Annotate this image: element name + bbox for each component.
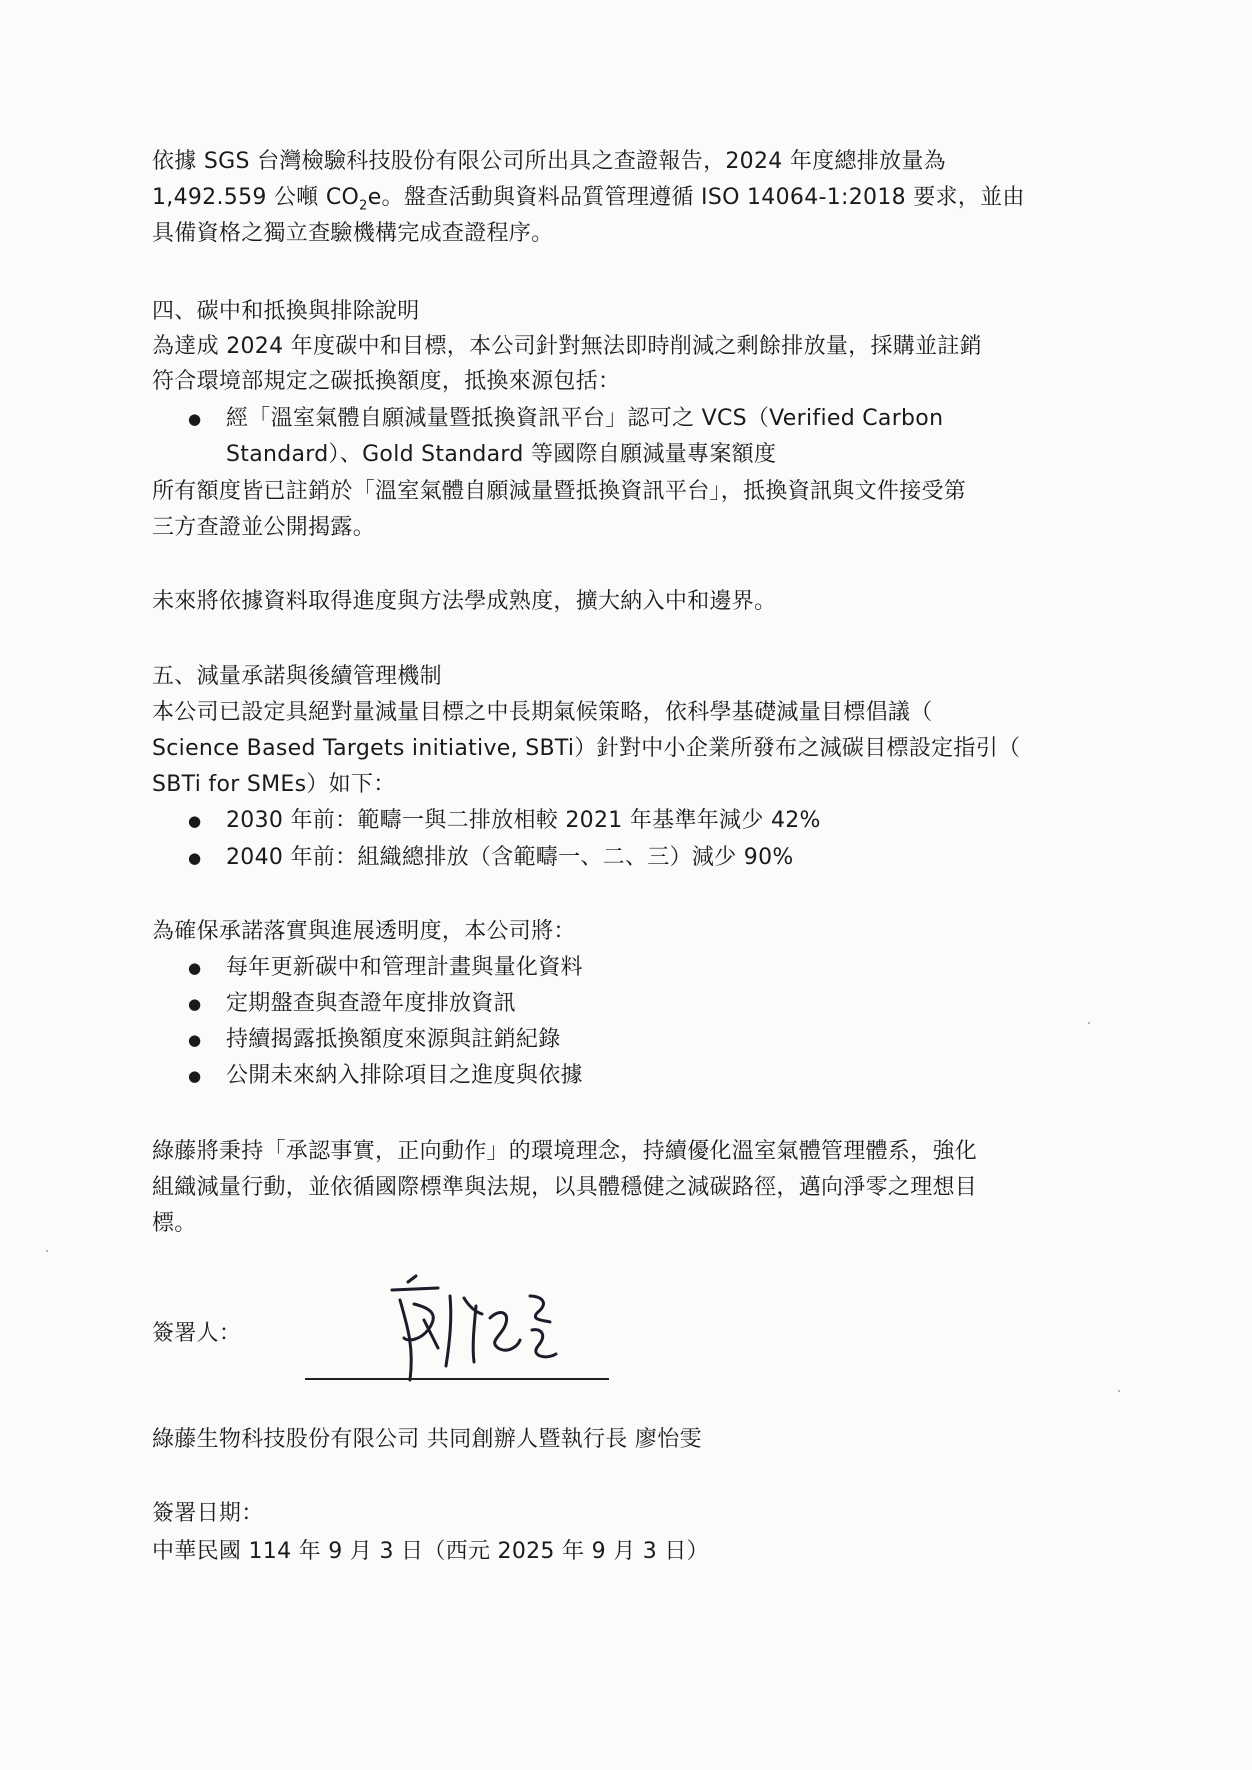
- signatory-name: 綠藤生物科技股份有限公司 共同創辦人暨執行長 廖怡雯: [152, 1427, 702, 1452]
- section4-heading: 四、碳中和抵換與排除說明: [152, 299, 420, 324]
- handwritten-signature: [380, 1268, 560, 1388]
- closing-line-1: 綠藤將秉持「承認事實，正向動作」的環境理念，持續優化溫室氣體管理體系，強化: [152, 1139, 978, 1164]
- section5-heading: 五、減量承諾與後續管理機制: [152, 664, 442, 689]
- section4-p1-line-2: 符合環境部規定之碳抵換額度，抵換來源包括：: [152, 369, 621, 394]
- intro-line-3: 具備資格之獨立查驗機構完成查證程序。: [152, 221, 554, 246]
- date-value: 中華民國 114 年 9 月 3 日（西元 2025 年 9 月 3 日）: [152, 1539, 709, 1564]
- scan-speck: [1088, 1022, 1090, 1024]
- action-2: 定期盤查與查證年度排放資訊: [226, 991, 516, 1016]
- intro-line-1: 依據 SGS 台灣檢驗科技股份有限公司所出具之查證報告，2024 年度總排放量為: [152, 149, 946, 174]
- action-4: 公開未來納入排除項目之進度與依據: [226, 1063, 583, 1088]
- signature-label: 簽署人：: [152, 1321, 242, 1346]
- section5-p1-line-3: SBTi for SMEs）如下：: [152, 772, 396, 797]
- section5-p2: 為確保承諾落實與進展透明度，本公司將：: [152, 919, 576, 944]
- co2-subscript: 2: [359, 198, 368, 214]
- section4-p1-line-1: 為達成 2024 年度碳中和目標，本公司針對無法即時削減之剩餘排放量，採購並註銷: [152, 334, 982, 359]
- date-label: 簽署日期：: [152, 1501, 264, 1526]
- section5-p1-line-1: 本公司已設定具絕對量減量目標之中長期氣候策略，依科學基礎減量目標倡議（: [152, 700, 933, 725]
- section4-p2-line-2: 三方查證並公開揭露。: [152, 515, 376, 540]
- closing-line-2: 組織減量行動，並依循國際標準與法規，以具體穩健之減碳路徑，邁向淨零之理想目: [152, 1175, 978, 1200]
- action-1: 每年更新碳中和管理計畫與量化資料: [226, 955, 583, 980]
- signature-line: [305, 1378, 609, 1380]
- section5-p1-line-2: Science Based Targets initiative, SBTi）針對中小企業所發布之減碳目標設定指引（: [152, 736, 1021, 761]
- section4-p3: 未來將依據資料取得進度與方法學成熟度，擴大納入中和邊界。: [152, 589, 777, 614]
- intro-line-2: [152, 180, 1025, 216]
- intro-line-2-post: e。盤查活動與資料品質管理遵循 ISO 14064-1:2018 要求，並由: [367, 185, 1025, 210]
- closing-line-3: 標。: [152, 1211, 197, 1236]
- target-2030: 2030 年前：範疇一與二排放相較 2021 年基準年減少 42%: [226, 808, 821, 833]
- target-2040: 2040 年前：組織總排放（含範疇一、二、三）減少 90%: [226, 845, 794, 870]
- offset-source-bullet-cont: Standard）、Gold Standard 等國際自願減量專案額度: [226, 442, 777, 467]
- action-3: 持續揭露抵換額度來源與註銷紀錄: [226, 1027, 561, 1052]
- section4-p2-line-1: 所有額度皆已註銷於「溫室氣體自願減量暨抵換資訊平台」，抵換資訊與文件接受第: [152, 479, 967, 504]
- intro-line-2-pre: 1,492.559 公噸 CO: [152, 185, 360, 210]
- scan-speck: [1118, 1390, 1120, 1392]
- offset-source-bullet: 經「溫室氣體自願減量暨抵換資訊平台」認可之 VCS（Verified Carbon: [226, 406, 944, 431]
- scan-speck: [46, 1250, 48, 1252]
